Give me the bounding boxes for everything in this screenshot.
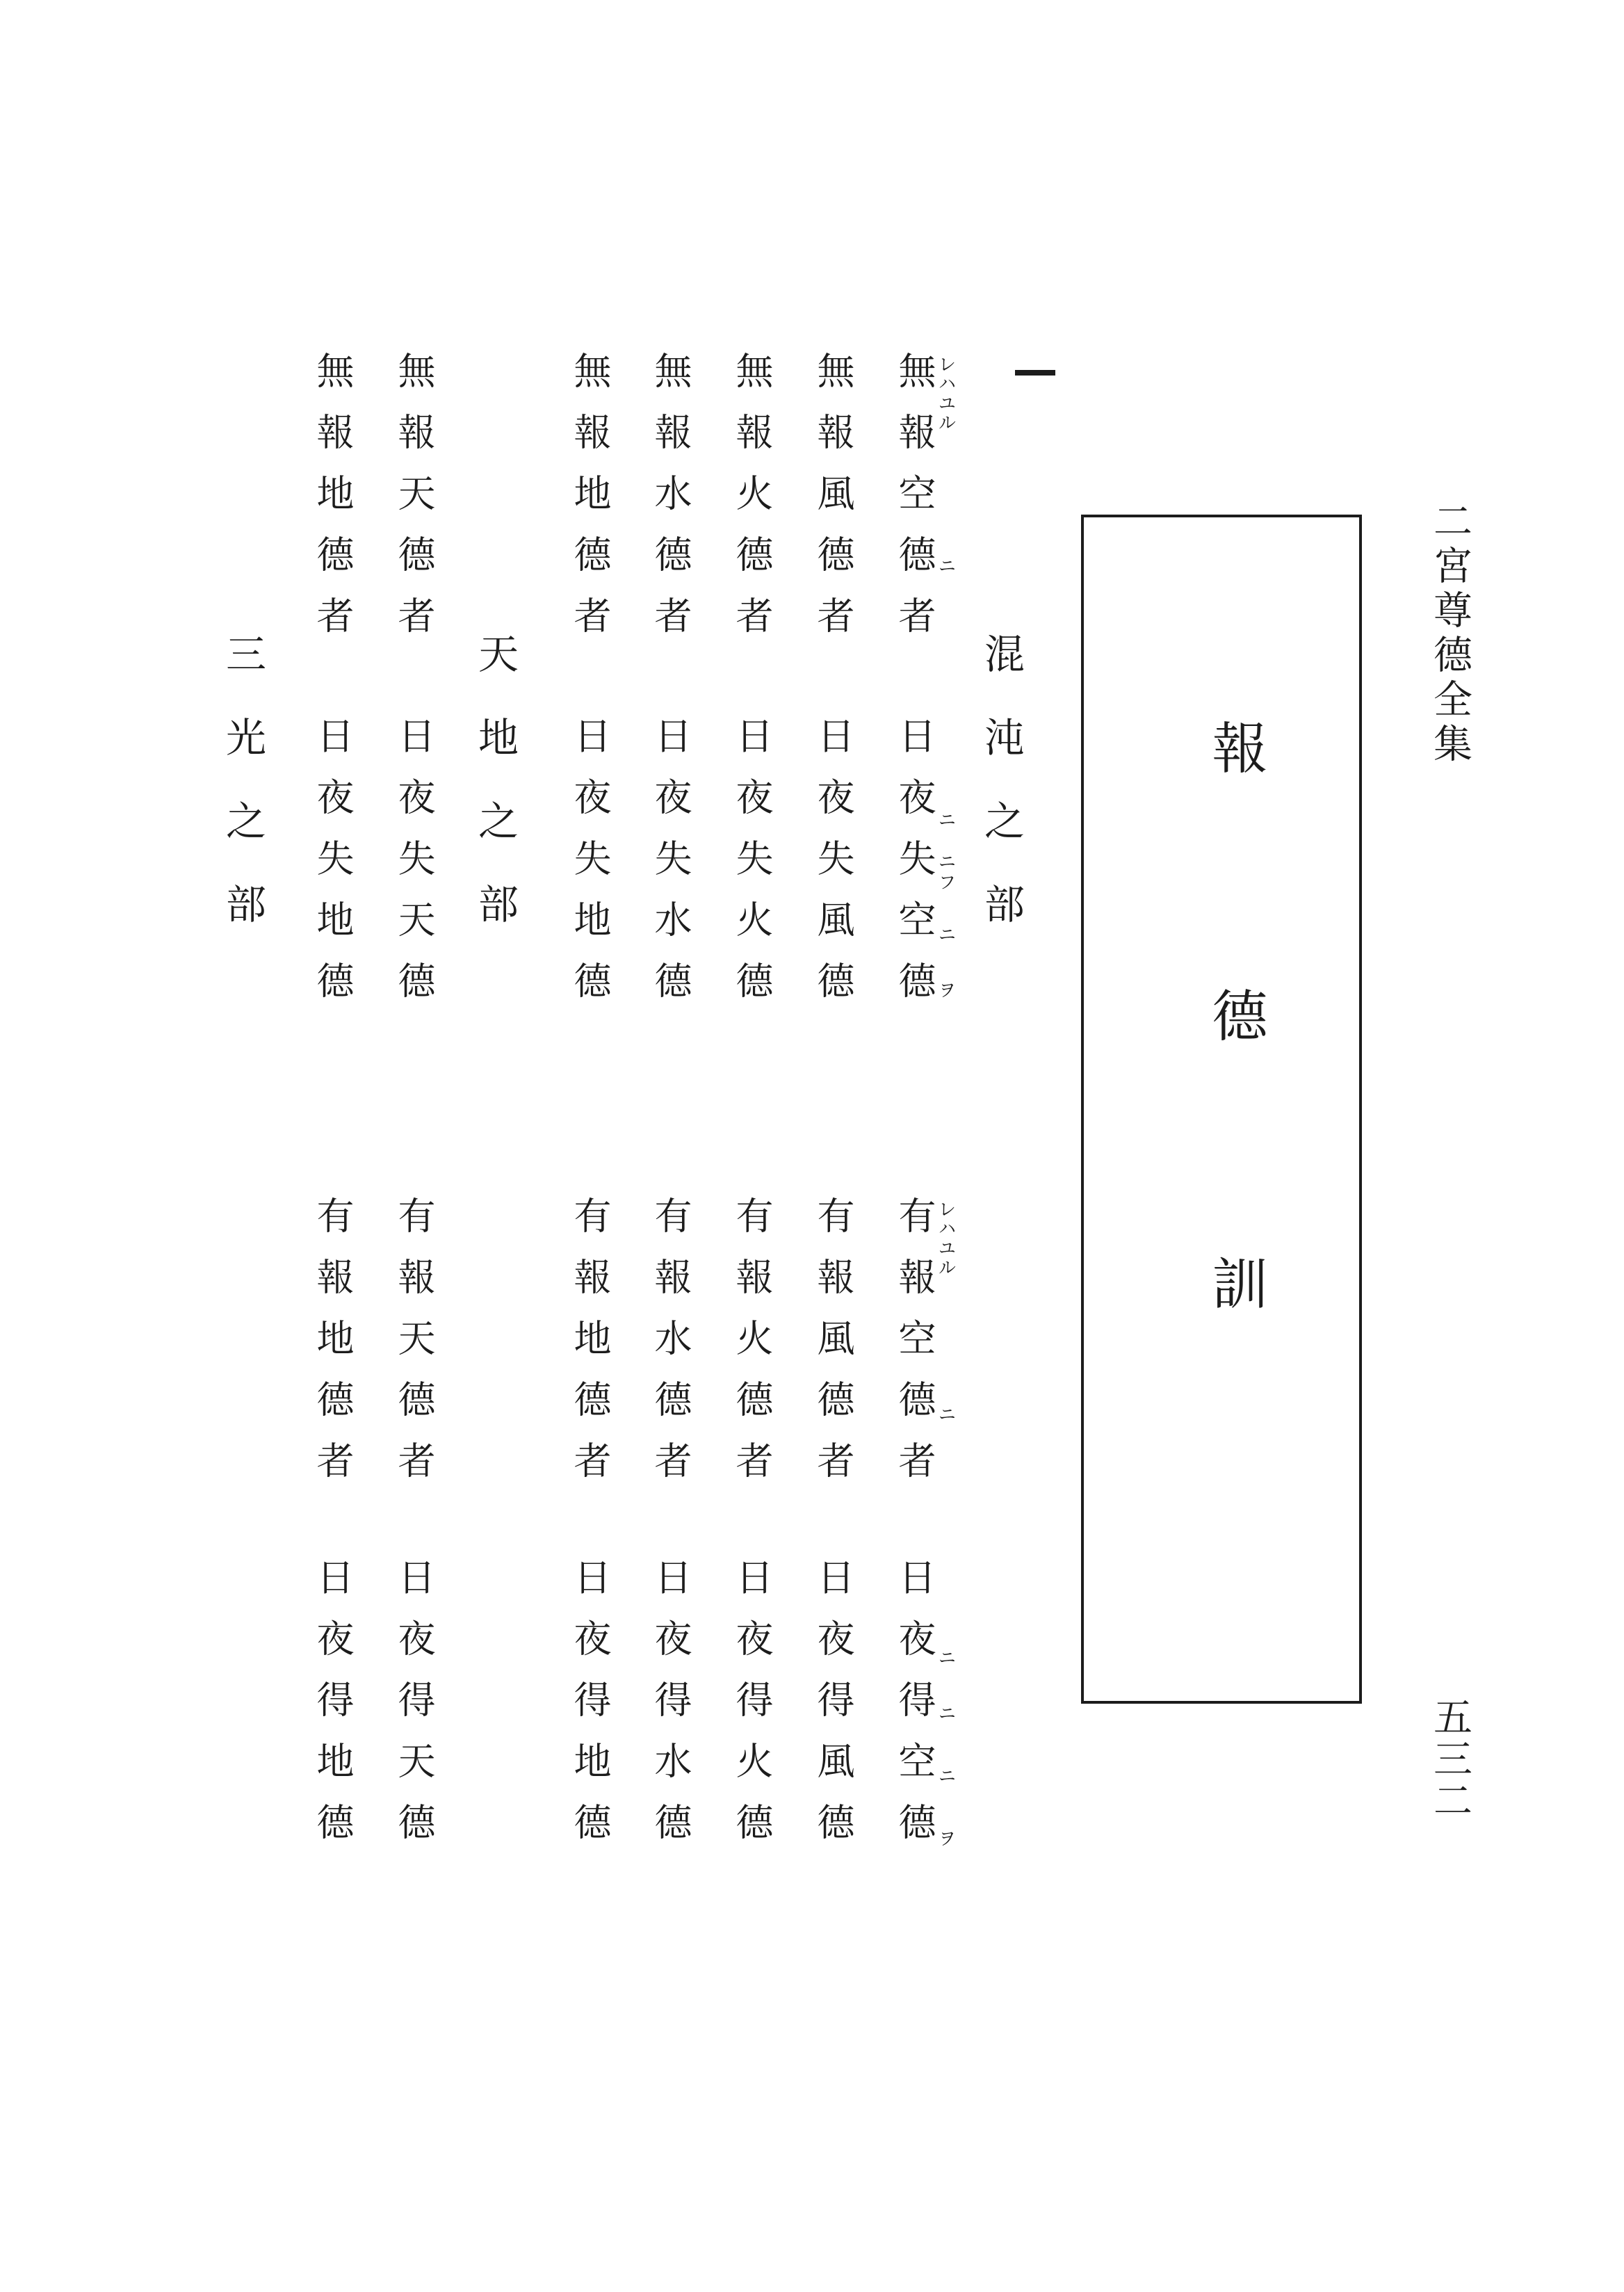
page-number: 五三二: [1427, 1697, 1472, 1822]
lower-day-line-4: 日夜得水德: [649, 1558, 692, 1864]
lower-day-line-5: 日夜得地德: [568, 1558, 612, 1864]
section-heading-three-lights: 三光之部: [219, 633, 266, 967]
kunten-gloss: ニ: [935, 925, 956, 943]
upper-day-line-2: 日夜失風德: [811, 716, 855, 1022]
lower-line-4: 有報水德者: [649, 1196, 692, 1502]
kunten-gloss: ニ: [935, 810, 956, 828]
kunten-gloss: ヲ: [935, 980, 956, 999]
kunten-gloss: ニ: [935, 556, 956, 574]
lower-day-line-7: 日夜得地德: [311, 1558, 355, 1864]
kunten-gloss: レハユル: [935, 355, 956, 433]
lower-day-line-1: 日夜得空德: [893, 1558, 936, 1864]
kunten-gloss: ヲ: [935, 1829, 956, 1847]
upper-day-line-7: 日夜失地德: [311, 716, 355, 1022]
upper-line-6: 無報天德者: [392, 351, 436, 657]
upper-line-4: 無報水德者: [649, 351, 692, 657]
kunten-gloss: ニ: [935, 1766, 956, 1784]
lower-line-7: 有報地德者: [311, 1196, 355, 1502]
section-heading-heaven-earth: 天地之部: [471, 633, 519, 967]
kunten-gloss: レハユル: [935, 1200, 956, 1277]
lower-day-line-3: 日夜得火德: [730, 1558, 774, 1864]
upper-line-1: 無報空德者: [893, 351, 936, 657]
upper-day-line-1: 日夜失空德: [893, 716, 936, 1022]
kunten-gloss: ニ: [935, 1405, 956, 1423]
upper-day-line-6: 日夜失天德: [392, 716, 436, 1022]
lower-line-3: 有報火德者: [730, 1196, 774, 1502]
lower-day-line-6: 日夜得天德: [392, 1558, 436, 1864]
lower-day-line-2: 日夜得風德: [811, 1558, 855, 1864]
title-frame: [1081, 515, 1362, 1704]
lower-line-1: 有報空德者: [893, 1196, 936, 1502]
section-heading-chaos: 混沌之部: [977, 633, 1025, 967]
upper-line-7: 無報地德者: [311, 351, 355, 657]
lower-line-2: 有報風德者: [811, 1196, 855, 1502]
lower-line-5: 有報地德者: [568, 1196, 612, 1502]
lower-line-6: 有報天德者: [392, 1196, 436, 1502]
running-header-title: 二宮尊德全集: [1427, 501, 1472, 768]
upper-line-2: 無報風德者: [811, 351, 855, 657]
kunten-gloss: ニ: [935, 1704, 956, 1722]
upper-day-line-3: 日夜失火德: [730, 716, 774, 1022]
upper-day-line-5: 日夜失地德: [568, 716, 612, 1022]
item-number-mark: [1015, 370, 1055, 376]
kunten-gloss: ニ: [935, 1648, 956, 1666]
upper-line-5: 無報地德者: [568, 351, 612, 657]
kunten-gloss: ニフ: [935, 852, 956, 894]
upper-line-3: 無報火德者: [730, 351, 774, 657]
chapter-title: 報德訓: [1203, 719, 1267, 1522]
upper-day-line-4: 日夜失水德: [649, 716, 692, 1022]
